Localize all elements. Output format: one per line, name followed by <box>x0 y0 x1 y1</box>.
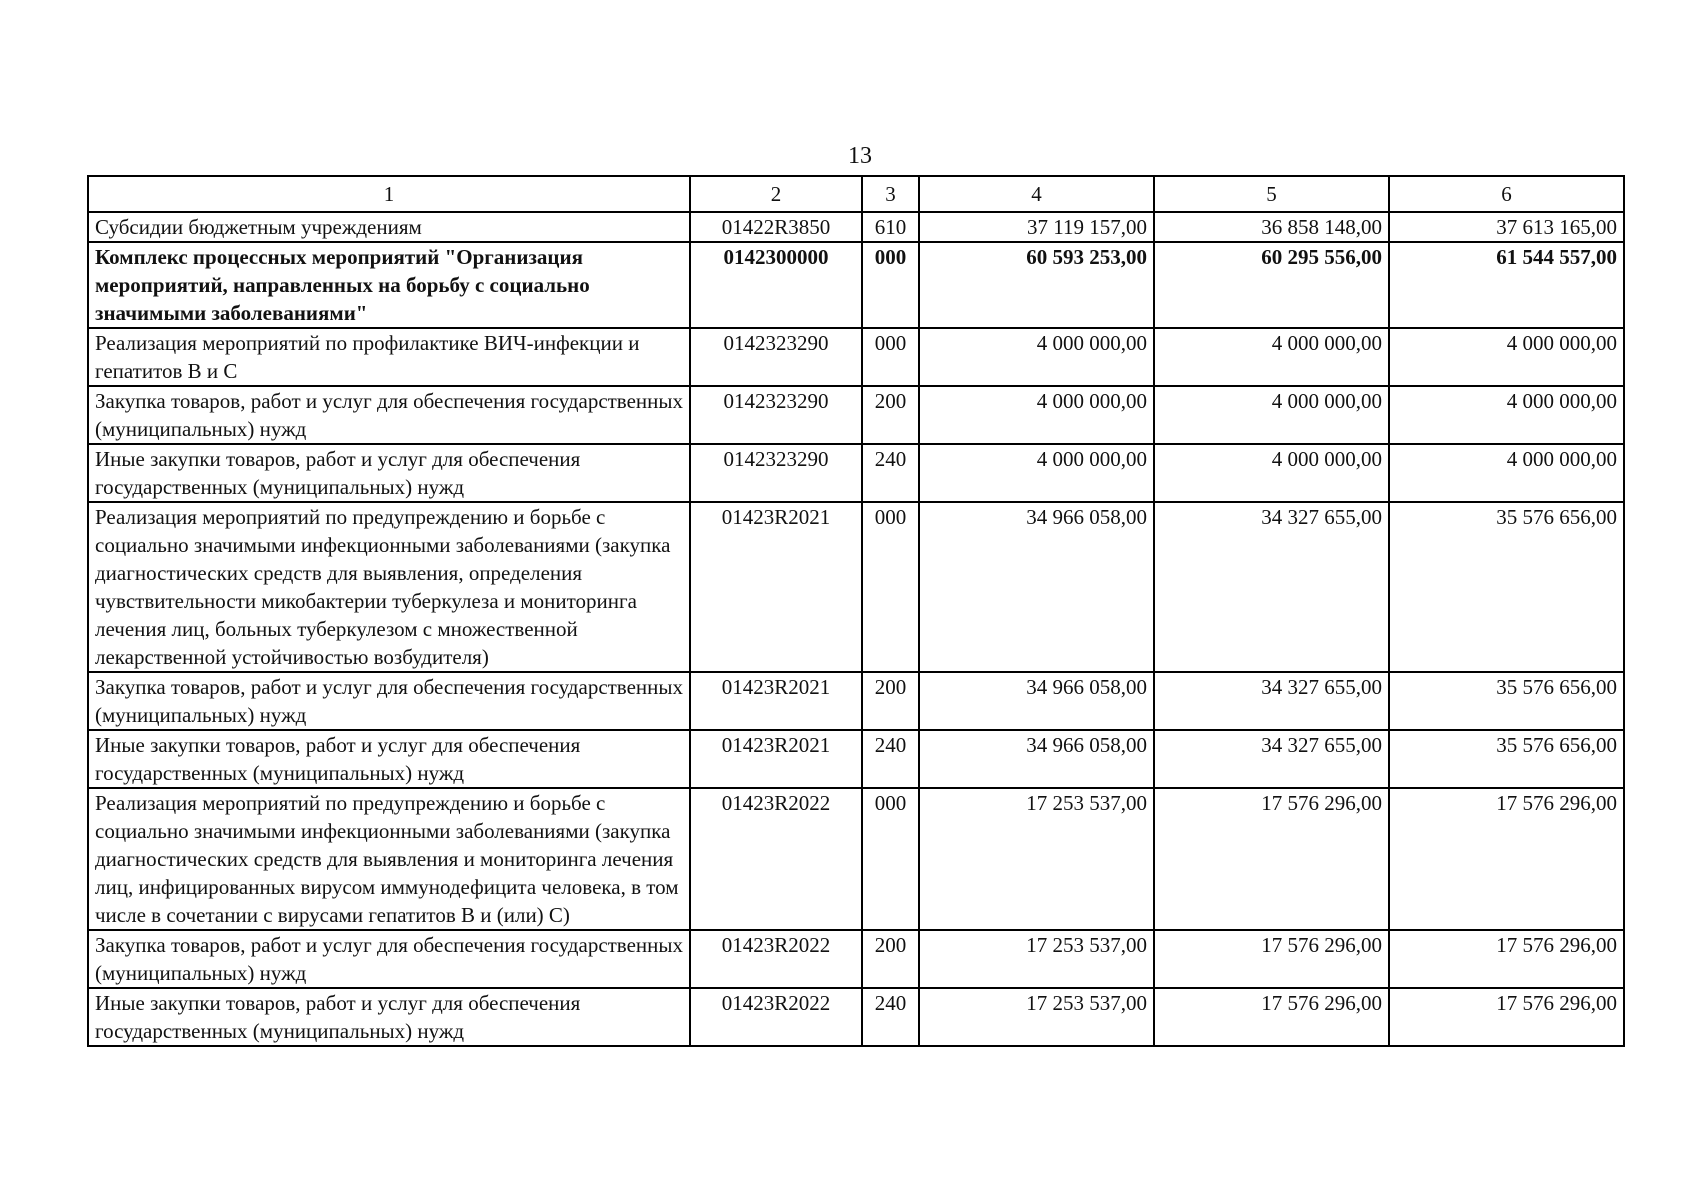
row-value-col6: 4 000 000,00 <box>1389 386 1624 444</box>
table-row <box>88 672 1624 730</box>
header-cell-col6: 6 <box>1389 176 1624 212</box>
row-value-col4: 17 253 537,00 <box>919 930 1154 988</box>
row-value-col4: 17 253 537,00 <box>919 988 1154 1046</box>
row-description: Иные закупки товаров, работ и услуг для обеспечения государственных (муниципальных) нужд <box>88 988 690 1046</box>
table-row <box>88 930 1624 988</box>
row-value-col5: 34 327 655,00 <box>1154 502 1389 672</box>
row-value-col4: 4 000 000,00 <box>919 386 1154 444</box>
row-expense-type: 610 <box>862 212 919 242</box>
budget-table <box>87 175 1625 1047</box>
table-row <box>88 242 1624 328</box>
row-description: Реализация мероприятий по предупреждению и борьбе с социально значимыми инфекционными заболеваниями (закупка диагностических средств для выявления и мониторинга лечения лиц, инфицированных вирусом иммунодефицита человека, в том числе в сочетании с вирусами гепатитов В и (или) С) <box>88 788 690 930</box>
row-description: Реализация мероприятий по предупреждению и борьбе с социально значимыми инфекционными заболеваниями (закупка диагностических средств для выявления, определения чувствительности микобактерии туберкулеза и мониторинга лечения лиц, больных туберкулезом с множественной лекарственной устойчивостью возбудителя) <box>88 502 690 672</box>
table-row <box>88 788 1624 930</box>
row-value-col5: 17 576 296,00 <box>1154 930 1389 988</box>
row-value-col6: 37 613 165,00 <box>1389 212 1624 242</box>
row-expense-type: 240 <box>862 444 919 502</box>
row-value-col5: 34 327 655,00 <box>1154 730 1389 788</box>
row-code: 01423R2022 <box>690 988 862 1046</box>
header-cell-col2: 2 <box>690 176 862 212</box>
row-description: Закупка товаров, работ и услуг для обеспечения государственных (муниципальных) нужд <box>88 672 690 730</box>
row-code: 01423R2021 <box>690 672 862 730</box>
row-value-col6: 17 576 296,00 <box>1389 788 1624 930</box>
row-value-col6: 17 576 296,00 <box>1389 930 1624 988</box>
row-code: 01423R2021 <box>690 730 862 788</box>
row-expense-type: 200 <box>862 386 919 444</box>
table-row <box>88 444 1624 502</box>
row-code: 0142323290 <box>690 444 862 502</box>
row-code: 01423R2022 <box>690 930 862 988</box>
row-expense-type: 000 <box>862 502 919 672</box>
row-expense-type: 200 <box>862 672 919 730</box>
row-description: Субсидии бюджетным учреждениям <box>88 212 690 242</box>
page-number: 13 <box>848 143 872 169</box>
row-value-col6: 4 000 000,00 <box>1389 328 1624 386</box>
row-code: 01422R3850 <box>690 212 862 242</box>
row-expense-type: 240 <box>862 730 919 788</box>
row-value-col5: 4 000 000,00 <box>1154 444 1389 502</box>
row-description: Закупка товаров, работ и услуг для обеспечения государственных (муниципальных) нужд <box>88 386 690 444</box>
row-description: Иные закупки товаров, работ и услуг для обеспечения государственных (муниципальных) нужд <box>88 444 690 502</box>
header-cell-col5: 5 <box>1154 176 1389 212</box>
row-value-col4: 37 119 157,00 <box>919 212 1154 242</box>
row-value-col5: 17 576 296,00 <box>1154 988 1389 1046</box>
row-value-col4: 4 000 000,00 <box>919 444 1154 502</box>
row-code: 01423R2022 <box>690 788 862 930</box>
row-value-col5: 17 576 296,00 <box>1154 788 1389 930</box>
row-value-col4: 34 966 058,00 <box>919 672 1154 730</box>
row-expense-type: 000 <box>862 788 919 930</box>
row-value-col5: 34 327 655,00 <box>1154 672 1389 730</box>
row-expense-type: 000 <box>862 328 919 386</box>
row-value-col4: 60 593 253,00 <box>919 242 1154 328</box>
row-value-col6: 61 544 557,00 <box>1389 242 1624 328</box>
row-value-col6: 35 576 656,00 <box>1389 730 1624 788</box>
row-code: 0142323290 <box>690 386 862 444</box>
table-row <box>88 386 1624 444</box>
row-expense-type: 000 <box>862 242 919 328</box>
row-value-col4: 17 253 537,00 <box>919 788 1154 930</box>
row-value-col5: 4 000 000,00 <box>1154 386 1389 444</box>
table-row <box>88 212 1624 242</box>
table-header-row <box>88 176 1624 212</box>
row-value-col6: 4 000 000,00 <box>1389 444 1624 502</box>
row-value-col6: 35 576 656,00 <box>1389 672 1624 730</box>
header-cell-col3: 3 <box>862 176 919 212</box>
row-expense-type: 240 <box>862 988 919 1046</box>
row-code: 01423R2021 <box>690 502 862 672</box>
row-value-col6: 35 576 656,00 <box>1389 502 1624 672</box>
row-expense-type: 200 <box>862 930 919 988</box>
header-cell-col1: 1 <box>88 176 690 212</box>
row-description: Иные закупки товаров, работ и услуг для обеспечения государственных (муниципальных) нужд <box>88 730 690 788</box>
row-description: Закупка товаров, работ и услуг для обеспечения государственных (муниципальных) нужд <box>88 930 690 988</box>
table-row <box>88 730 1624 788</box>
row-code: 0142323290 <box>690 328 862 386</box>
row-value-col5: 36 858 148,00 <box>1154 212 1389 242</box>
table-row <box>88 988 1624 1046</box>
row-description: Комплекс процессных мероприятий "Организация мероприятий, направленных на борьбу с социально значимыми заболеваниями" <box>88 242 690 328</box>
row-value-col4: 34 966 058,00 <box>919 730 1154 788</box>
row-code: 0142300000 <box>690 242 862 328</box>
table-row <box>88 328 1624 386</box>
row-value-col4: 34 966 058,00 <box>919 502 1154 672</box>
row-value-col6: 17 576 296,00 <box>1389 988 1624 1046</box>
row-value-col5: 60 295 556,00 <box>1154 242 1389 328</box>
row-description: Реализация мероприятий по профилактике ВИЧ-инфекции и гепатитов В и С <box>88 328 690 386</box>
header-cell-col4: 4 <box>919 176 1154 212</box>
table-row <box>88 502 1624 672</box>
row-value-col5: 4 000 000,00 <box>1154 328 1389 386</box>
row-value-col4: 4 000 000,00 <box>919 328 1154 386</box>
